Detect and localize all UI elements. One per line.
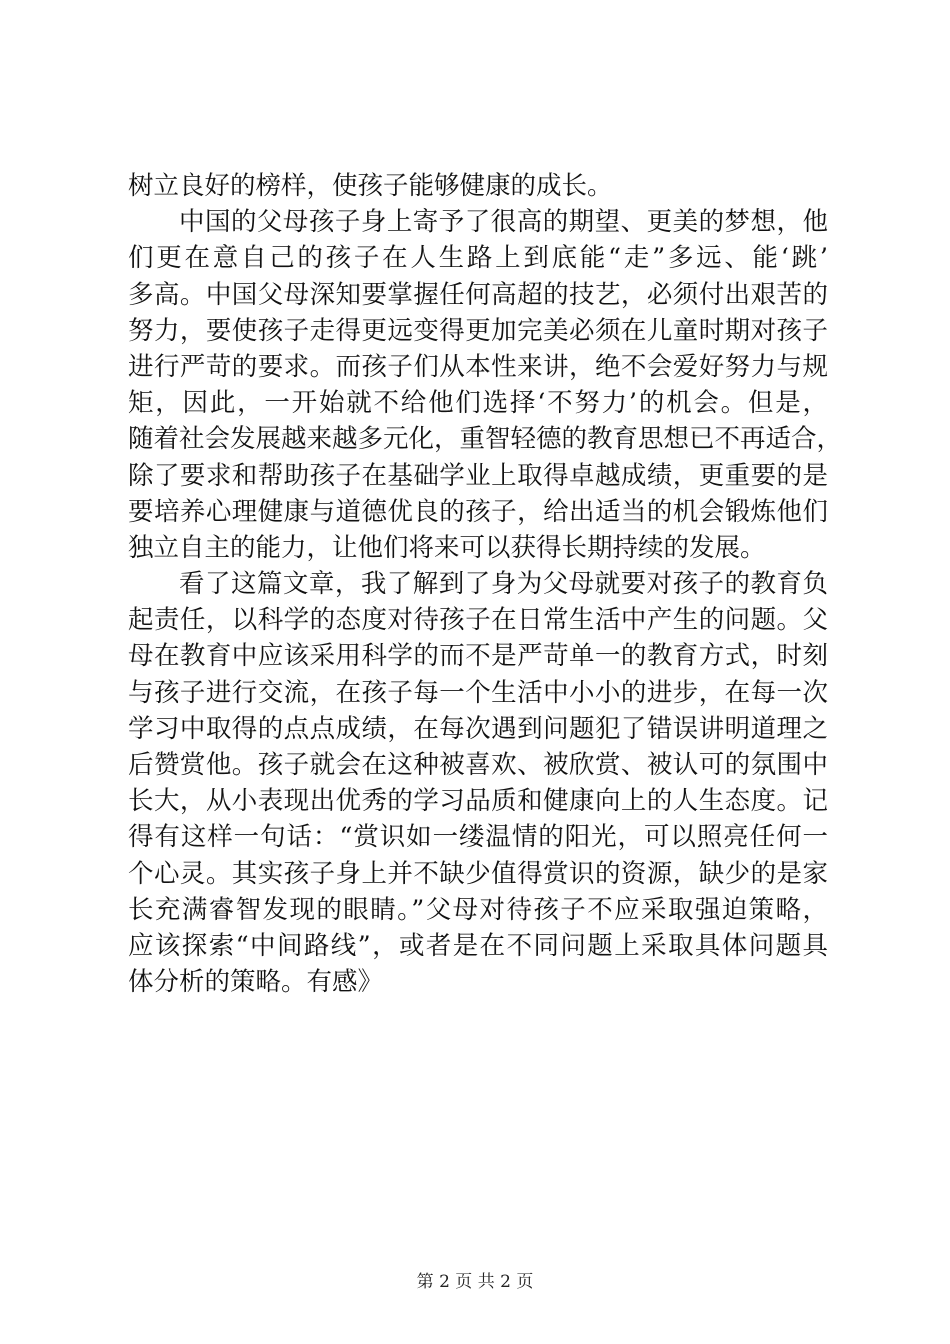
text-line: 要培养心理健康与道德优良的孩子，给出适当的机会锻炼他们: [128, 496, 828, 527]
text-line: 母在教育中应该采用科学的而不是严苛单一的教育方式，时刻: [128, 641, 828, 672]
paragraph-first-line: 看了这篇文章，我了解到了身为父母就要对孩子的教育负: [179, 569, 828, 600]
paragraph-first-line: 中国的父母孩子身上寄予了很高的期望、更美的梦想，他: [179, 207, 828, 238]
text-line: 学习中取得的点点成绩，在每次遇到问题犯了错误讲明道理之: [128, 713, 828, 744]
text-line: 矩，因此，一开始就不给他们选择‘不努力’的机会。但是，: [128, 388, 828, 419]
text-line: 个心灵。其实孩子身上并不缺少值得赏识的资源，缺少的是家: [128, 858, 828, 889]
text-line: 努力，要使孩子走得更远变得更加完美必须在儿童时期对孩子: [128, 315, 828, 346]
text-line: 除了要求和帮助孩子在基础学业上取得卓越成绩，更重要的是: [128, 460, 828, 491]
document-body: [128, 168, 843, 1000]
page-number-label: 第 2 页 共 2 页: [416, 1272, 534, 1292]
text-line: 得有这样一句话：“赏识如一缕温情的阳光，可以照亮任何一: [128, 822, 828, 853]
text-line: 长大，从小表现出优秀的学习品质和健康向上的人生态度。记: [128, 786, 828, 817]
text-line: 与孩子进行交流，在孩子每一个生活中小小的进步，在每一次: [128, 677, 828, 708]
text-line: 们更在意自己的孩子在人生路上到底能“走”多远、能‘跳’: [128, 243, 828, 274]
text-line: 应该探索“中间路线”，或者是在不同问题上采取具体问题具: [128, 930, 828, 961]
text-line: 体分析的策略。有感》: [128, 967, 384, 998]
text-line: 进行严苛的要求。而孩子们从本性来讲，绝不会爱好努力与规: [128, 351, 828, 382]
text-line: 随着社会发展越来越多元化，重智轻德的教育思想已不再适合，: [128, 424, 843, 455]
page-footer: [0, 1272, 950, 1292]
text-line: 多高。中国父母深知要掌握任何高超的技艺，必须付出艰苦的: [128, 279, 828, 310]
text-line: 后赞赏他。孩子就会在这种被喜欢、被欣赏、被认可的氛围中: [128, 750, 828, 780]
text-line: 独立自主的能力，让他们将来可以获得长期持续的发展。: [128, 532, 766, 563]
text-line: 长充满睿智发现的眼睛。”父母对待孩子不应采取强迫策略，: [128, 894, 828, 925]
text-line: 树立良好的榜样，使孩子能够健康的成长。: [128, 171, 613, 201]
text-line: 起责任，以科学的态度对待孩子在日常生活中产生的问题。父: [128, 605, 828, 636]
